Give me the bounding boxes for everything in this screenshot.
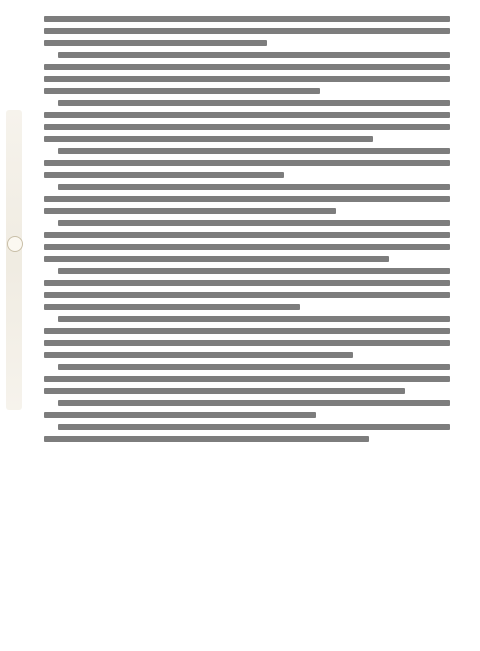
- text-line: [44, 340, 450, 346]
- text-line: [58, 100, 450, 106]
- chapter-sidebar: [0, 0, 34, 651]
- text-line: [44, 352, 353, 358]
- text-line: [44, 412, 316, 418]
- text-line: [58, 316, 450, 322]
- document-body: [44, 16, 450, 626]
- text-line: [44, 28, 450, 34]
- paragraph: [44, 148, 450, 178]
- text-line: [44, 388, 405, 394]
- text-line: [44, 136, 373, 142]
- text-line: [44, 436, 369, 442]
- text-line: [44, 256, 389, 262]
- text-line: [58, 364, 450, 370]
- text-line: [44, 304, 300, 310]
- text-line: [44, 124, 450, 130]
- text-line: [44, 196, 450, 202]
- text-line: [58, 220, 450, 226]
- text-line: [44, 328, 450, 334]
- text-line: [44, 376, 450, 382]
- paragraph: [44, 184, 450, 214]
- text-line: [44, 112, 450, 118]
- text-line: [44, 280, 450, 286]
- text-line: [44, 244, 450, 250]
- text-line: [58, 424, 450, 430]
- text-line: [58, 268, 450, 274]
- text-line: [44, 160, 450, 166]
- paragraph: [44, 400, 450, 418]
- text-line: [44, 16, 450, 22]
- paragraph: [44, 268, 450, 310]
- paragraph: [44, 100, 450, 142]
- paragraph: [44, 316, 450, 358]
- paragraph: [44, 364, 450, 394]
- paragraph: [44, 220, 450, 262]
- page-number: [0, 616, 480, 628]
- text-line: [44, 76, 450, 82]
- text-line: [44, 292, 450, 298]
- paragraph: [44, 52, 450, 94]
- text-line: [58, 184, 450, 190]
- text-line: [58, 52, 450, 58]
- text-line: [44, 64, 450, 70]
- paragraph: [44, 16, 450, 46]
- text-line: [44, 208, 336, 214]
- sidebar-emblem: [7, 236, 23, 252]
- text-line: [58, 400, 450, 406]
- text-line: [44, 232, 450, 238]
- text-line: [44, 172, 284, 178]
- text-line: [58, 148, 450, 154]
- sidebar-ornament: [6, 110, 22, 410]
- text-line: [44, 40, 267, 46]
- paragraph: [44, 424, 450, 442]
- text-line: [44, 88, 320, 94]
